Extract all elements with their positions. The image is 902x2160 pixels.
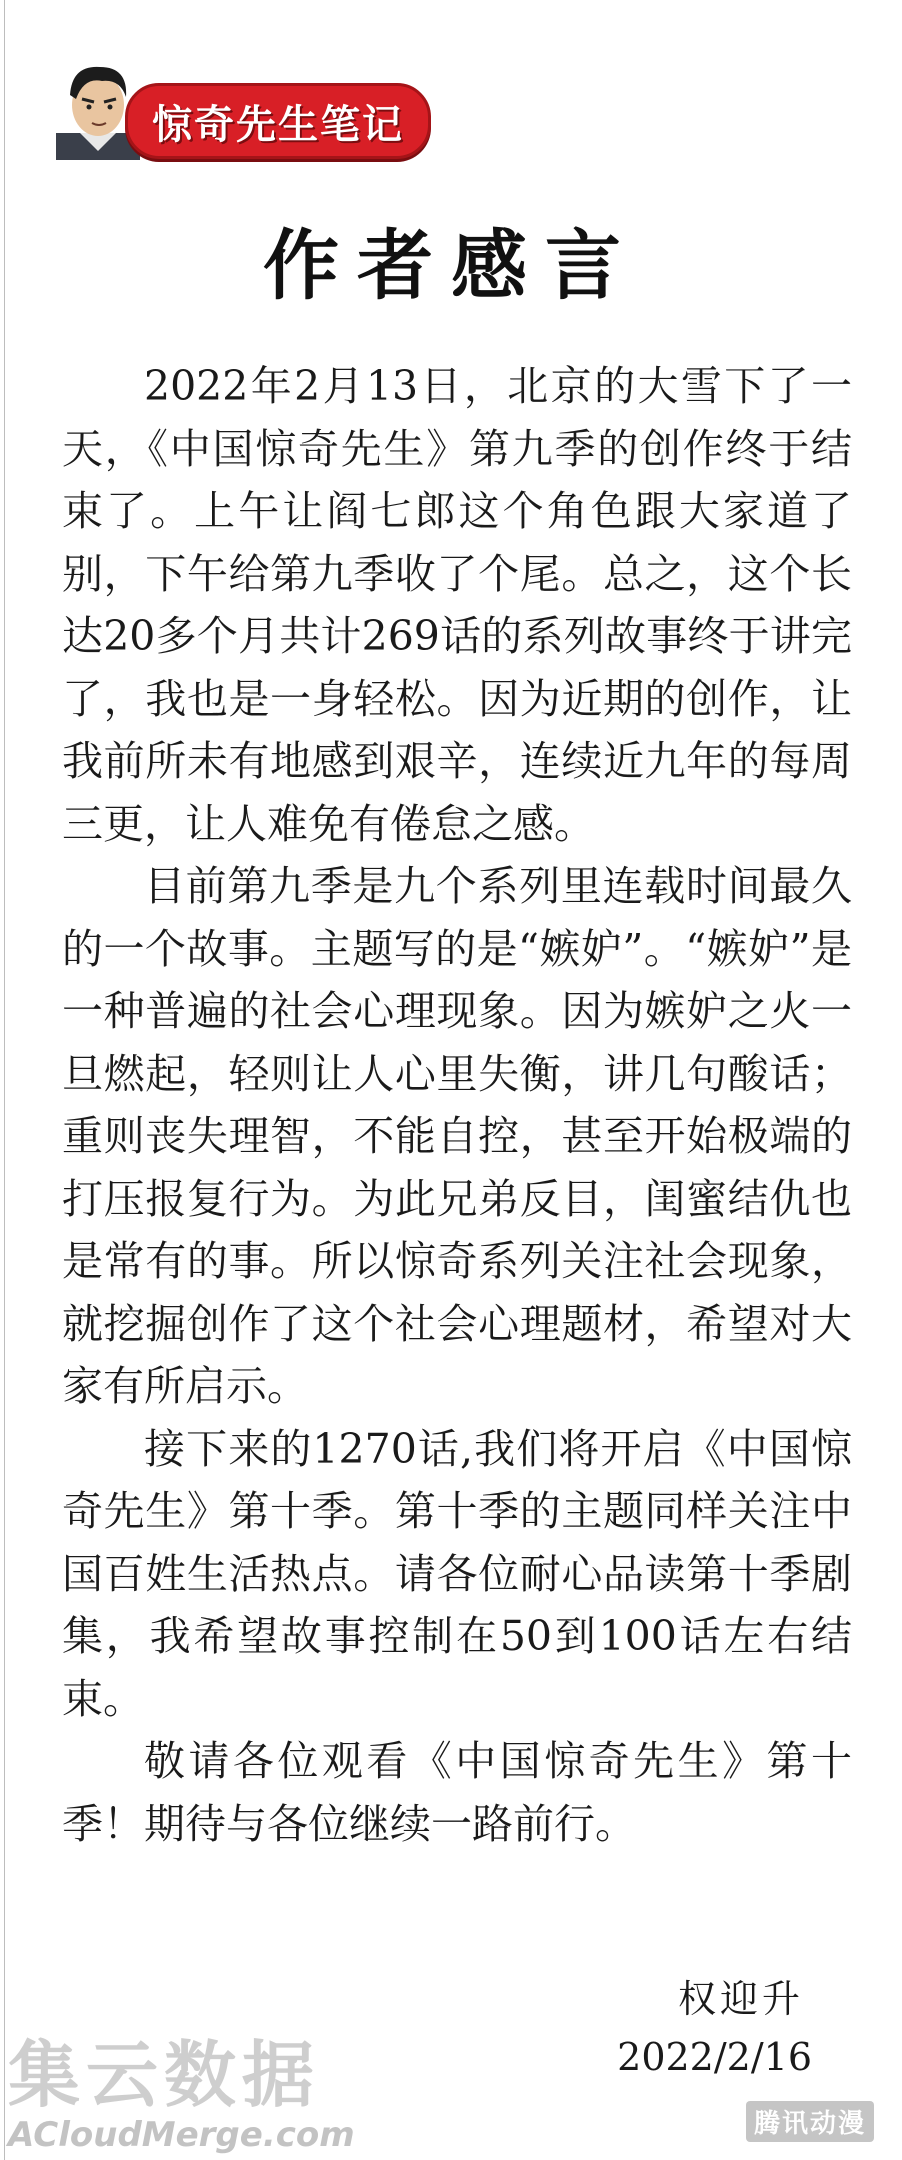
article-body — [62, 355, 852, 1855]
paragraph-2: 目前第九季是九个系列里连载时间最久的一个故事。主题写的是“嫉妒”。“嫉妒”是一种普遍的社会心理现象。因为嫉妒之火一旦燃起，轻则让人心里失衡，讲几句酸话；重则丧失理智，不能自控，甚至开始极端的打压报复行为。为此兄弟反目，闺蜜结仇也是常有的事。所以惊奇系列关注社会现象，就挖掘创作了这个社会心理题材，希望对大家有所启示。 — [62, 862, 852, 1410]
paragraph-3: 接下来的1270话,我们将开启《中国惊奇先生》第十季。第十季的主题同样关注中国百姓生活热点。请各位耐心品读第十季剧集，我希望故事控制在50到100话左右结束。 — [62, 1424, 852, 1723]
paragraph-4: 敬请各位观看《中国惊奇先生》第十季！期待与各位继续一路前行。 — [62, 1737, 852, 1848]
logo-banner — [125, 83, 431, 159]
paragraph-1: 2022年2月13日，北京的大雪下了一天，《中国惊奇先生》第九季的创作终于结束了。上午让阎七郎这个角色跟大家道了别，下午给第九季收了个尾。总之，这个长达20多个月共计269话的系列故事终于讲完了，我也是一身轻松。因为近期的创作，让我前所未有地感到艰辛，连续近九年的每周三更，让人难免有倦怠之感。 — [62, 362, 852, 848]
logo-text: 惊奇先生笔记 — [152, 101, 404, 148]
series-logo — [50, 55, 430, 165]
watermark-tencent-comics: 腾讯动漫 — [746, 2101, 874, 2142]
author-name: 权迎升 — [677, 1977, 804, 2021]
watermark-cn-text: 集云数据 — [8, 2033, 321, 2117]
watermark-acloudmerge — [8, 2035, 388, 2155]
signature-block — [617, 1970, 812, 2086]
signature-date: 2022/2/16 — [617, 2035, 812, 2079]
watermark-en-text: ACloudMerge.com — [8, 2115, 355, 2155]
page-border — [4, 0, 5, 2160]
page-title: 作者感言 — [263, 221, 639, 310]
